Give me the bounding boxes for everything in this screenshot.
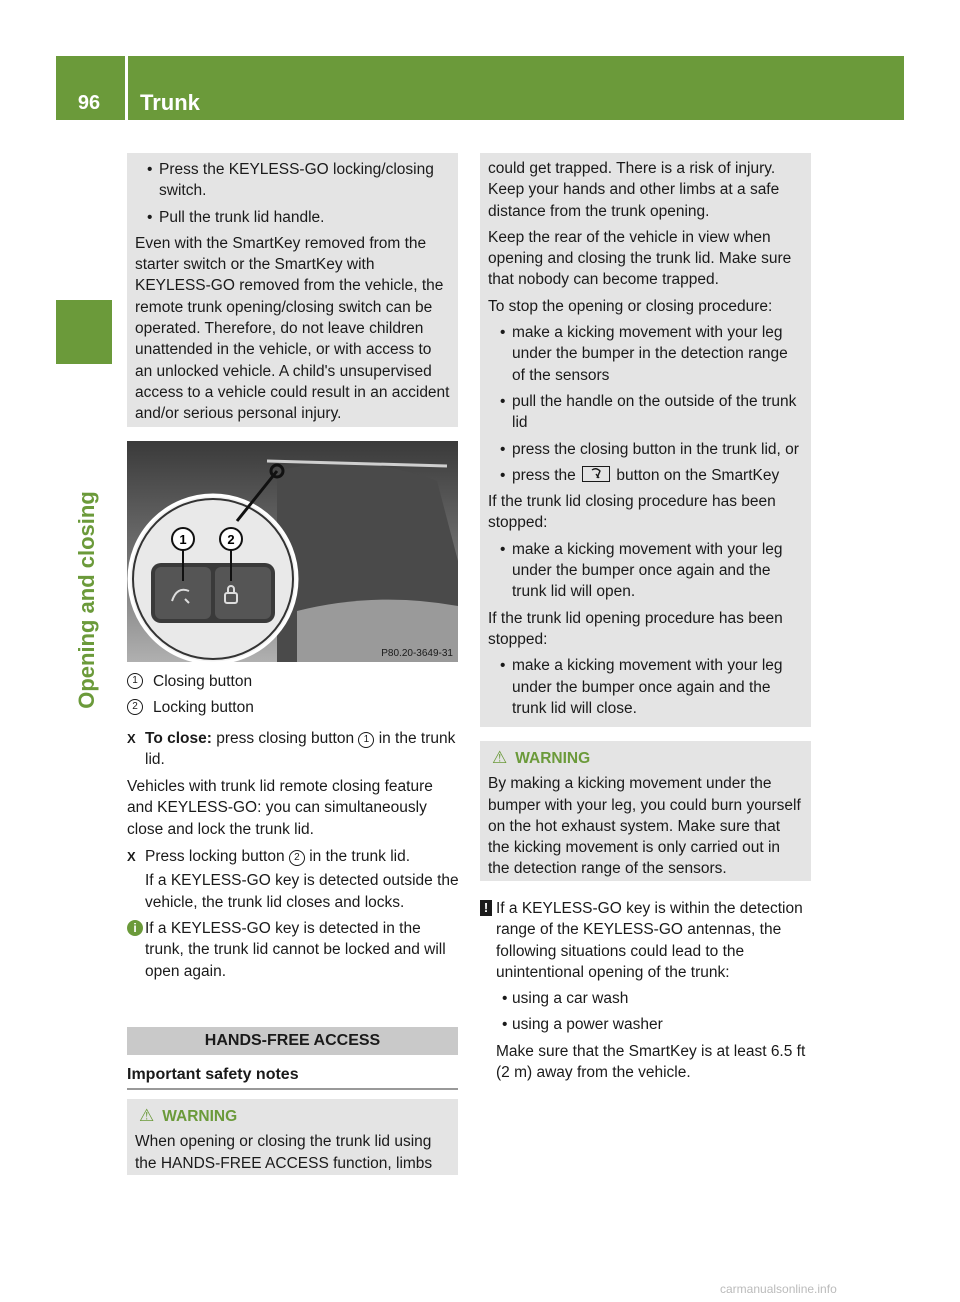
notice-text: ! If a KEYLESS-GO key is within the detection range of the KEYLESS-GO antennas, the following situations could lead to the unintentional opening of the trunk: <box>480 898 812 983</box>
list-item: • Pull the trunk lid handle. <box>147 208 325 226</box>
warning-text: When opening or closing the trunk lid using the HANDS-FREE ACCESS function, limbs <box>135 1133 433 1172</box>
list-item: • pull the handle on the outside of the trunk lid <box>500 392 797 432</box>
vehicles-paragraph: Vehicles with trunk lid remote closing feature and KEYLESS-GO: you can simultaneously close and lock the trunk lid. <box>127 778 433 838</box>
header-divider <box>125 56 128 120</box>
notice-footer: Make sure that the SmartKey is at least 6.5 ft (2 m) away from the vehicle. <box>496 1042 806 1082</box>
info-icon: i <box>127 920 143 936</box>
page-title: Trunk <box>140 90 200 115</box>
list-item: • using a car wash <box>502 990 629 1008</box>
callout-2-label: 2 <box>227 532 235 547</box>
notice-block <box>480 898 812 1083</box>
list-item: • make a kicking movement with your leg under the bumper in the detection range of the sensors <box>500 324 788 384</box>
press-locking-result: If a KEYLESS-GO key is detected outside the vehicle, the trunk lid closes and locks. <box>145 872 459 911</box>
watermark: carmanualsonline.info <box>720 1282 837 1296</box>
page-number: 96 <box>77 92 101 114</box>
list-item: • press the closing button in the trunk lid, or <box>500 440 799 458</box>
trap-p3: To stop the opening or closing procedure: <box>488 297 773 315</box>
section-heading: HANDS-FREE ACCESS <box>127 1027 458 1055</box>
trap-warning-box <box>480 153 811 727</box>
child-safety-box <box>127 153 458 427</box>
side-tab-marker <box>56 300 112 364</box>
warning-box-1 <box>127 1099 458 1175</box>
legend-item: 1 Closing button <box>127 671 462 692</box>
trap-p4: If the trunk lid closing procedure has been stopped: <box>488 493 776 532</box>
trap-p5: If the trunk lid opening procedure has been stopped: <box>488 609 783 648</box>
child-safety-paragraph: Even with the SmartKey removed from the starter switch or the SmartKey with KEYLESS-GO removed from the vehicle, the remote trunk opening/closing switch can be operated. Therefore, do not leave children unattended in the vehicle, or with access to an unlocked vehicle. A child's unsupervised access to a vehicle could result in an accident and/or serious personal injury. <box>135 234 450 423</box>
trunk-button-photo <box>127 441 458 662</box>
list-item: • Press the KEYLESS-GO locking/closing switch. <box>147 161 434 200</box>
warning-text: By making a kicking movement under the bumper with your leg, you could burn yourself on the hot exhaust system. Make sure that the kicking movement is only carried out in the detection range of the sensors. <box>488 775 801 878</box>
list-item: • press the button on the SmartKey <box>500 466 780 484</box>
photo-code: P80.20-3649-31 <box>381 648 453 659</box>
trap-p1: could get trapped. There is a risk of injury. Keep your hands and other limbs at a safe distance from the trunk opening. <box>488 160 780 220</box>
callout-1-label: 1 <box>179 532 187 547</box>
to-close-step: X To close: press closing button 1 in the trunk lid. <box>127 729 456 768</box>
warning-title: ⚠ WARNING <box>139 1106 238 1125</box>
warning-title: ⚠ WARNING <box>492 748 591 767</box>
press-locking-step: X Press locking button 2 in the trunk lid. <box>127 848 411 866</box>
left-instructions <box>127 671 462 982</box>
side-chapter-label: Opening and closing <box>74 491 99 709</box>
warning-icon: ⚠ <box>139 1106 155 1125</box>
list-item: • make a kicking movement with your leg under the bumper once again and the trunk lid will close. <box>500 657 783 717</box>
warning-icon: ⚠ <box>492 748 508 767</box>
trap-p2: Keep the rear of the vehicle in view when opening and closing the trunk lid. Make sure that nobody can become trapped. <box>488 228 792 289</box>
trunk-key-icon <box>582 466 610 482</box>
list-item: • using a power washer <box>502 1016 663 1034</box>
legend-item: 2 Locking button <box>127 697 462 718</box>
list-item: • make a kicking movement with your leg under the bumper once again and the trunk lid will open. <box>500 540 783 601</box>
exclamation-icon: ! <box>480 900 492 916</box>
subheading: Important safety notes <box>127 1066 458 1090</box>
info-note: i If a KEYLESS-GO key is detected in the trunk, the trunk lid cannot be locked and will open again. <box>127 918 462 982</box>
warning-box-2 <box>480 741 811 881</box>
